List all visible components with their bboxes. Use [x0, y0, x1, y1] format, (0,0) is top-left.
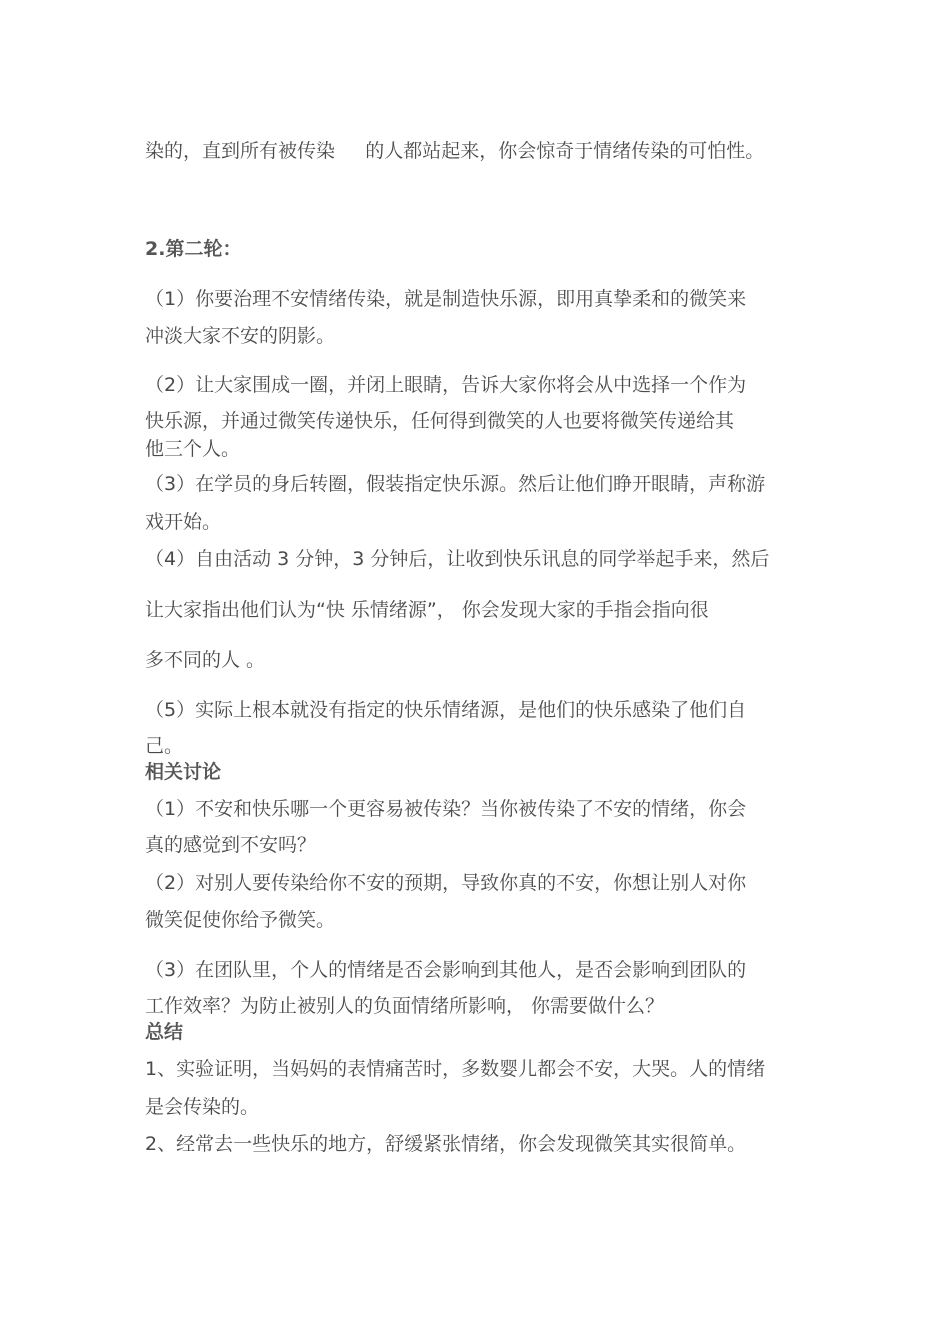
text-line: （2）对别人要传染给你不安的预期，导致你真的不安，你想让别人对你	[145, 872, 747, 894]
text-line: 真的感觉到不安吗？	[145, 834, 317, 856]
text-line: 多不同的人 。	[145, 649, 266, 671]
section-heading-discussion: 相关讨论	[145, 761, 222, 783]
text-line: 让大家指出他们认为“快 乐情绪源”， 你会发现大家的手指会指向很	[145, 599, 709, 621]
text-line: 冲淡大家不安的阴影。	[145, 325, 336, 347]
text-line: （1）你要治理不安情绪传染，就是制造快乐源，即用真挚柔和的微笑来	[145, 288, 747, 310]
text-line: （5）实际上根本就没有指定的快乐情绪源，是他们的快乐感染了他们自	[145, 699, 747, 721]
text-line: 己。	[145, 735, 184, 757]
text-line: 戏开始。	[145, 511, 222, 533]
text-line: 工作效率？为防止被别人的负面情绪所影响， 你需要做什么？	[145, 995, 665, 1017]
text-line: 1、实验证明，当妈妈的表情痛苦时，多数婴儿都会不安，大哭。人的情绪	[145, 1058, 766, 1080]
text-line: （3）在学员的身后转圈，假装指定快乐源。然后让他们睁开眼睛，声称游	[145, 473, 766, 495]
text-line: （2）让大家围成一圈，并闭上眼睛，告诉大家你将会从中选择一个作为	[145, 374, 747, 396]
text-line: 染的，直到所有被传染 的人都站起来，你会惊奇于情绪传染的可怕性。	[145, 140, 765, 162]
text-line: 2、经常去一些快乐的地方，舒缓紧张情绪，你会发现微笑其实很简单。	[145, 1133, 747, 1155]
text-line: 微笑促使你给予微笑。	[145, 909, 336, 931]
section-heading-round-two: 2.第二轮：	[145, 238, 242, 260]
text-line: （1）不安和快乐哪一个更容易被传染？当你被传染了不安的情绪，你会	[145, 798, 747, 820]
section-heading-summary: 总结	[145, 1021, 184, 1043]
text-line: 是会传染的。	[145, 1096, 260, 1118]
text-line: （4）自由活动 3 分钟，3 分钟后，让收到快乐讯息的同学举起手来，然后	[145, 548, 770, 570]
text-line: （3）在团队里，个人的情绪是否会影响到其他人，是否会影响到团队的	[145, 959, 747, 981]
text-line: 他三个人。	[145, 438, 241, 460]
text-line: 快乐源，并通过微笑传递快乐，任何得到微笑的人也要将微笑传递给其	[145, 410, 735, 432]
